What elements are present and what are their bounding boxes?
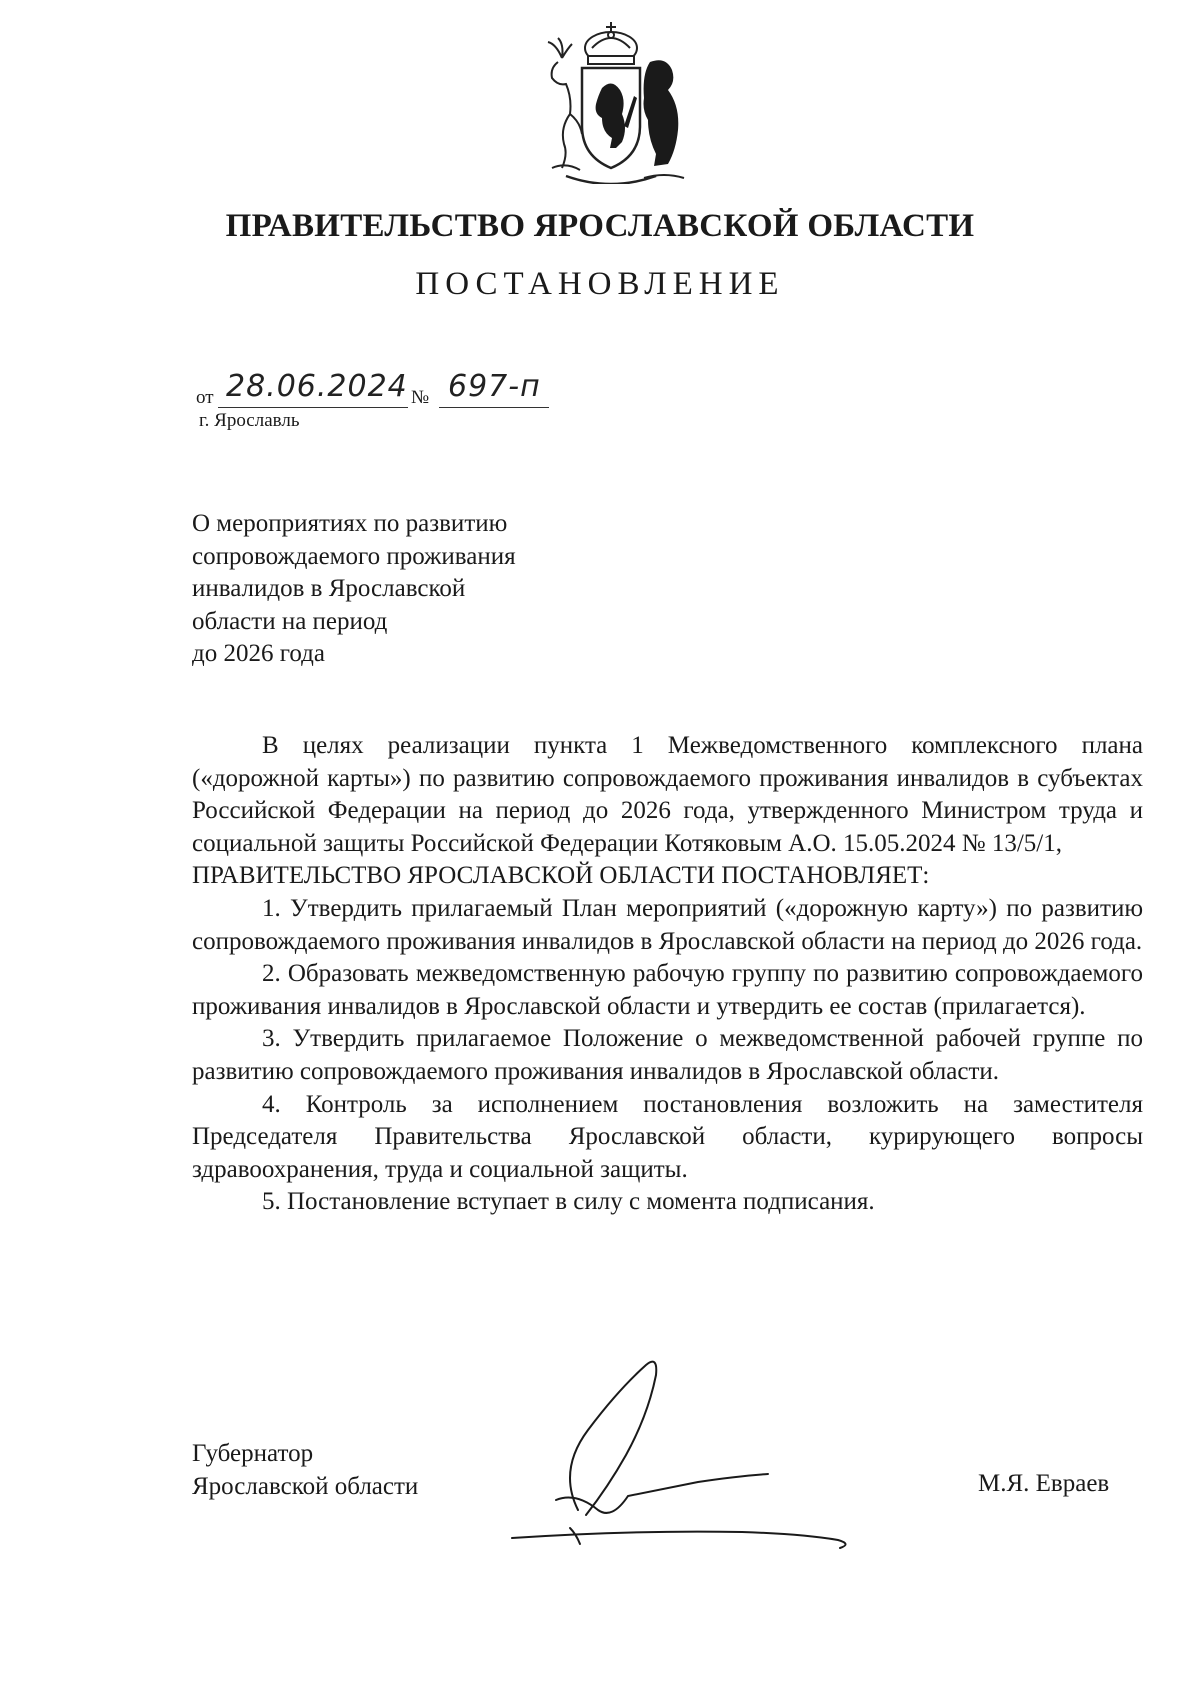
item-paragraph: 4. Контроль за исполнением постановления возложить на заместителя Председателя Правительства Ярославской области, курирующего вопросы здравоохранения, труда и социальной защиты. <box>192 1090 1143 1183</box>
document-subject <box>192 508 516 671</box>
preamble-paragraph: В целях реализации пункта 1 Межведомственного комплексного плана («дорожной карты») по развитию сопровождаемого проживания инвалидов в субъектах Российской Федерации на период до 2026 года, утвержденного Министром труда и социальной защиты Российской Федерации Котяковым А.О. 15.05.2024 № 13/5/1, <box>192 732 1143 857</box>
government-title: ПРАВИТЕЛЬСТВО ЯРОСЛАВСКОЙ ОБЛАСТИ <box>225 208 975 244</box>
item-paragraph: 3. Утвердить прилагаемое Положение о межведомственной рабочей группе по развитию сопровождаемого проживания инвалидов в Ярославской области. <box>192 1025 1143 1085</box>
handwritten-number: 697-п <box>448 369 541 404</box>
resolves-line: ПРАВИТЕЛЬСТВО ЯРОСЛАВСКОЙ ОБЛАСТИ ПОСТАНОВЛЯЕТ: <box>192 862 930 890</box>
number-prefix: № <box>411 387 430 408</box>
subject-line: сопровождаемого проживания <box>192 542 516 570</box>
subject-line: О мероприятиях по развитию <box>192 510 508 537</box>
city: г. Ярославль <box>199 410 300 431</box>
item-paragraph: 5. Постановление вступает в силу с момента подписания. <box>262 1188 875 1216</box>
subject-line: до 2026 года <box>192 640 325 667</box>
date-prefix: от <box>196 387 214 408</box>
handwritten-signature <box>510 1360 920 1560</box>
signatory-title-line: Ярославской области <box>192 1473 419 1500</box>
handwritten-date: 28.06.2024 <box>226 369 408 404</box>
signatory-name: М.Я. Евраев <box>978 1470 1110 1497</box>
subject-line: инвалидов в Ярославской <box>192 575 466 602</box>
document-body <box>192 730 1143 1219</box>
item-paragraph: 2. Образовать межведомственную рабочую группу по развитию сопровождаемого проживания инвалидов в Ярославской области и утвердить ее состав (прилагается). <box>192 960 1143 1020</box>
item-paragraph: 1. Утвердить прилагаемый План мероприятий («дорожную карту») по развитию сопровождаемого проживания инвалидов в Ярославской области на период до 2026 года. <box>192 894 1143 955</box>
subject-line: области на период <box>192 607 388 635</box>
coat-of-arms-emblem <box>532 18 690 184</box>
signatory-title-line: Губернатор <box>192 1440 314 1467</box>
number-underline <box>439 407 549 408</box>
document-type: ПОСТАНОВЛЕНИЕ <box>415 266 785 302</box>
registration-line <box>196 365 796 415</box>
signatory-title <box>192 1437 418 1503</box>
date-underline <box>218 407 408 408</box>
